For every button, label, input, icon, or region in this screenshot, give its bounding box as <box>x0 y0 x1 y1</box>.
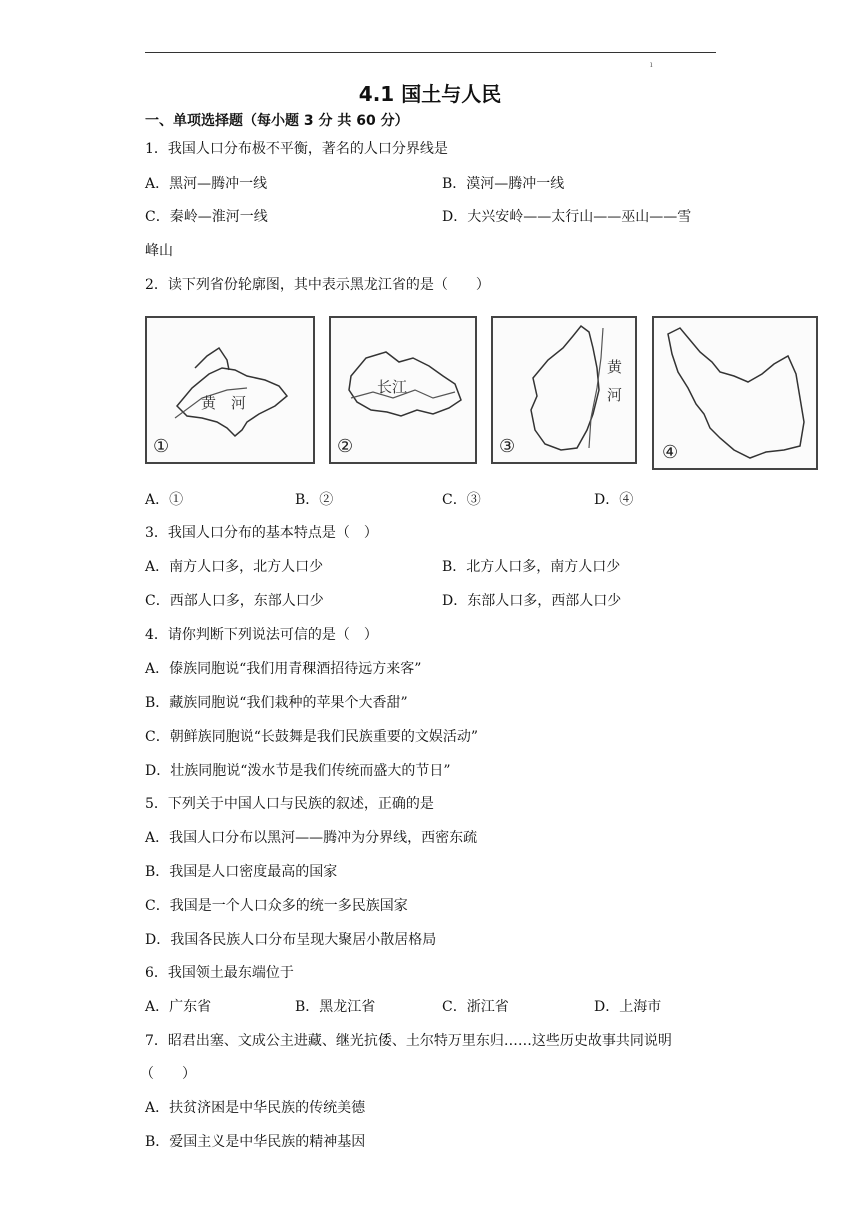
q2-option-d[interactable]: D．④ <box>594 492 634 508</box>
q1-stem: 1．我国人口分布极不平衡，著名的人口分界线是 <box>145 141 448 157</box>
q3-stem: 3．我国人口分布的基本特点是（ ） <box>145 525 378 541</box>
q6-stem: 6．我国领土最东端位于 <box>145 965 294 981</box>
header-rule <box>145 52 716 53</box>
q2-option-a[interactable]: A．① <box>145 492 184 508</box>
q3-option-d[interactable]: D．东部人口多，西部人口少 <box>442 593 622 609</box>
q1-option-c[interactable]: C．秦岭—淮河一线 <box>145 209 268 225</box>
map-2-number: ② <box>337 436 354 457</box>
q1-option-d-continued: 峰山 <box>145 243 173 259</box>
map-2-hubei <box>329 316 477 464</box>
q7-stem: 7．昭君出塞、文成公主进藏、继光抗倭、土尔特万里东归……这些历史故事共同说明 <box>145 1033 672 1049</box>
header-mark: ı <box>650 60 653 69</box>
q3-option-b[interactable]: B．北方人口多，南方人口少 <box>442 559 621 575</box>
q7-option-a[interactable]: A．扶贫济困是中华民族的传统美德 <box>145 1100 366 1116</box>
q1-option-b[interactable]: B．漠河—腾冲一线 <box>442 176 565 192</box>
q1-option-a[interactable]: A．黑河—腾冲一线 <box>145 176 268 192</box>
map-3-gansu <box>491 316 637 464</box>
map-3-river-label-1: 黄 <box>607 358 623 376</box>
q4-option-d[interactable]: D．壮族同胞说“泼水节是我们传统而盛大的节日” <box>145 763 451 779</box>
q7-option-b[interactable]: B．爱国主义是中华民族的精神基因 <box>145 1134 366 1150</box>
q5-stem: 5．下列关于中国人口与民族的叙述，正确的是 <box>145 796 434 812</box>
map-1-river-label: 黄 河 <box>201 394 247 412</box>
q4-option-b[interactable]: B．藏族同胞说“我们栽种的苹果个大香甜” <box>145 695 408 711</box>
q7-answer-paren: （ ） <box>140 1066 196 1082</box>
province-outline-maps <box>145 316 820 472</box>
q4-option-c[interactable]: C．朝鲜族同胞说“长鼓舞是我们民族重要的文娱活动” <box>145 729 479 745</box>
q5-option-a[interactable]: A．我国人口分布以黑河——腾冲为分界线，西密东疏 <box>145 830 478 846</box>
q4-stem: 4．请你判断下列说法可信的是（ ） <box>145 627 378 643</box>
map-4-heilongjiang <box>652 316 818 470</box>
q2-option-b[interactable]: B．② <box>295 492 334 508</box>
q6-option-c[interactable]: C．浙江省 <box>442 999 509 1015</box>
q6-option-b[interactable]: B．黑龙江省 <box>295 999 376 1015</box>
map-3-number: ③ <box>499 436 516 457</box>
q6-option-a[interactable]: A．广东省 <box>145 999 212 1015</box>
section-heading: 一、单项选择题（每小题 3 分 共 60 分） <box>145 113 409 129</box>
map-4-number: ④ <box>662 442 679 463</box>
map-3-river-label-2: 河 <box>607 386 623 404</box>
q1-option-d[interactable]: D．大兴安岭——太行山——巫山——雪 <box>442 209 692 225</box>
map-1-outline <box>147 318 313 462</box>
q4-option-a[interactable]: A．傣族同胞说“我们用青稞酒招待远方来客” <box>145 661 422 677</box>
q3-option-a[interactable]: A．南方人口多，北方人口少 <box>145 559 324 575</box>
map-1-number: ① <box>153 436 170 457</box>
page-title: 4.1 国土与人民 <box>358 82 502 106</box>
map-4-outline <box>654 318 816 468</box>
q6-option-d[interactable]: D．上海市 <box>594 999 662 1015</box>
q3-option-c[interactable]: C．西部人口多，东部人口少 <box>145 593 324 609</box>
q2-option-c[interactable]: C．③ <box>442 492 481 508</box>
map-2-river-label: 长江 <box>377 378 408 396</box>
q5-option-c[interactable]: C．我国是一个人口众多的统一多民族国家 <box>145 898 408 914</box>
q2-stem: 2．读下列省份轮廓图，其中表示黑龙江省的是（ ） <box>145 277 490 293</box>
q5-option-d[interactable]: D．我国各民族人口分布呈现大聚居小散居格局 <box>145 932 437 948</box>
map-1-shandong <box>145 316 315 464</box>
q5-option-b[interactable]: B．我国是人口密度最高的国家 <box>145 864 338 880</box>
